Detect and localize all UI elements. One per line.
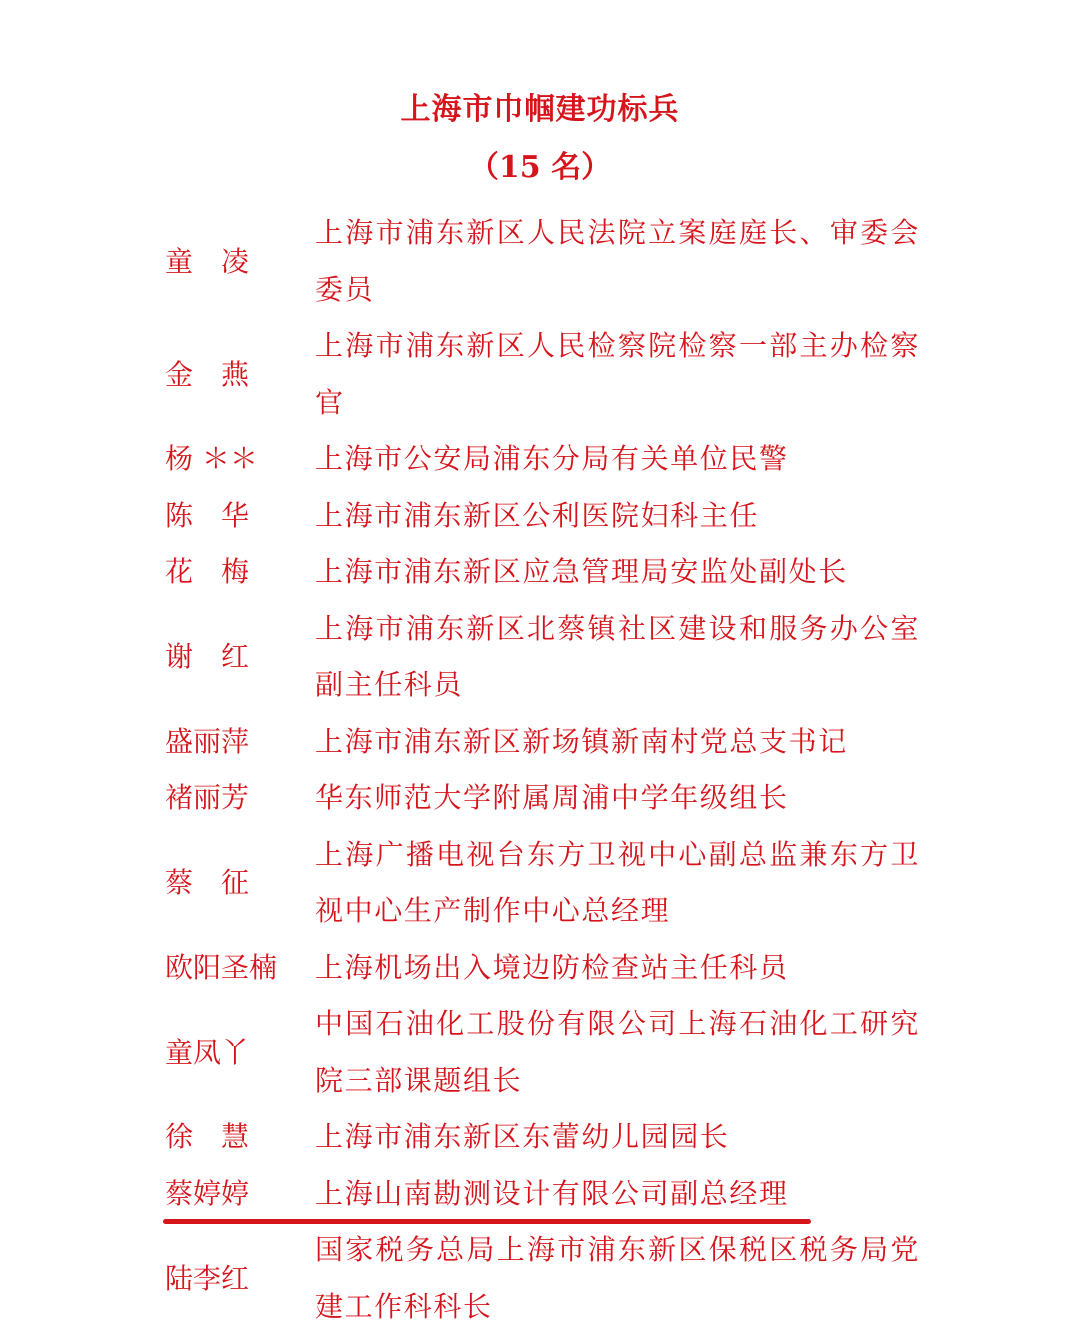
- list-item: [0, 996, 1080, 1109]
- list-item: [0, 601, 1080, 714]
- honoree-role: 中国石油化工股份有限公司上海石油化工研究院三部课题组长: [315, 1007, 920, 1097]
- honoree-name: 谢 红: [165, 640, 250, 673]
- honoree-role: 上海广播电视台东方卫视中心副总监兼东方卫视中心生产制作中心总经理: [315, 837, 920, 927]
- honoree-role: 上海市浦东新区应急管理局安监处副处长: [315, 555, 848, 588]
- honoree-role: 上海市浦东新区新场镇新南村党总支书记: [315, 724, 848, 758]
- list-item: [0, 770, 1080, 827]
- honoree-role: 上海市浦东新区人民检察院检察一部主办检察官: [315, 329, 920, 419]
- list-item: [0, 488, 1080, 545]
- list-item: [0, 544, 1080, 601]
- honoree-role: 华东师范大学附属周浦中学年级组长: [315, 781, 789, 814]
- honoree-name: 童凤丫: [165, 1035, 250, 1069]
- list-item: [0, 318, 1080, 431]
- honoree-name: 杨 ＊＊: [165, 442, 258, 476]
- highlight-underline: [163, 1219, 811, 1224]
- list-item: [0, 1222, 1080, 1335]
- honoree-list: [0, 205, 1080, 1335]
- honoree-role: 上海机场出入境边防检查站主任科员: [315, 950, 789, 984]
- honoree-name: 褚丽芳: [165, 781, 250, 815]
- honoree-role: 国家税务总局上海市浦东新区保税区税务局党建工作科科长: [315, 1233, 920, 1323]
- honoree-name: 童 凌: [165, 244, 250, 278]
- honoree-name: 欧阳圣楠: [165, 950, 278, 984]
- list-item: [0, 1109, 1080, 1166]
- honoree-role: 上海市浦东新区人民法院立案庭庭长、审委会委员: [315, 216, 920, 306]
- list-item: [0, 827, 1080, 940]
- honoree-role: 上海山南勘测设计有限公司副总经理: [315, 1176, 789, 1210]
- honoree-name: 花 梅: [165, 555, 250, 589]
- list-item: [0, 205, 1080, 318]
- honoree-name: 蔡婷婷: [165, 1176, 250, 1210]
- list-item: [0, 1166, 1080, 1223]
- list-item: [0, 940, 1080, 997]
- honoree-name: 陈 华: [165, 498, 250, 532]
- honoree-role: 上海市浦东新区东蕾幼儿园园长: [315, 1120, 730, 1153]
- honoree-name: 蔡 征: [165, 866, 250, 899]
- honoree-name: 盛丽萍: [165, 724, 250, 758]
- list-item: [0, 714, 1080, 771]
- honoree-name: 陆李红: [165, 1261, 250, 1295]
- honoree-role: 上海市公安局浦东分局有关单位民警: [315, 442, 789, 475]
- list-item: [0, 431, 1080, 488]
- honoree-name: 金 燕: [165, 357, 250, 391]
- honoree-role: 上海市浦东新区公利医院妇科主任: [315, 498, 760, 532]
- honoree-name: 徐 慧: [165, 1120, 250, 1154]
- honoree-role: 上海市浦东新区北蔡镇社区建设和服务办公室副主任科员: [315, 611, 920, 701]
- document-subtitle: （15 名）: [468, 150, 612, 185]
- document-title: 上海市巾帼建功标兵: [400, 92, 680, 127]
